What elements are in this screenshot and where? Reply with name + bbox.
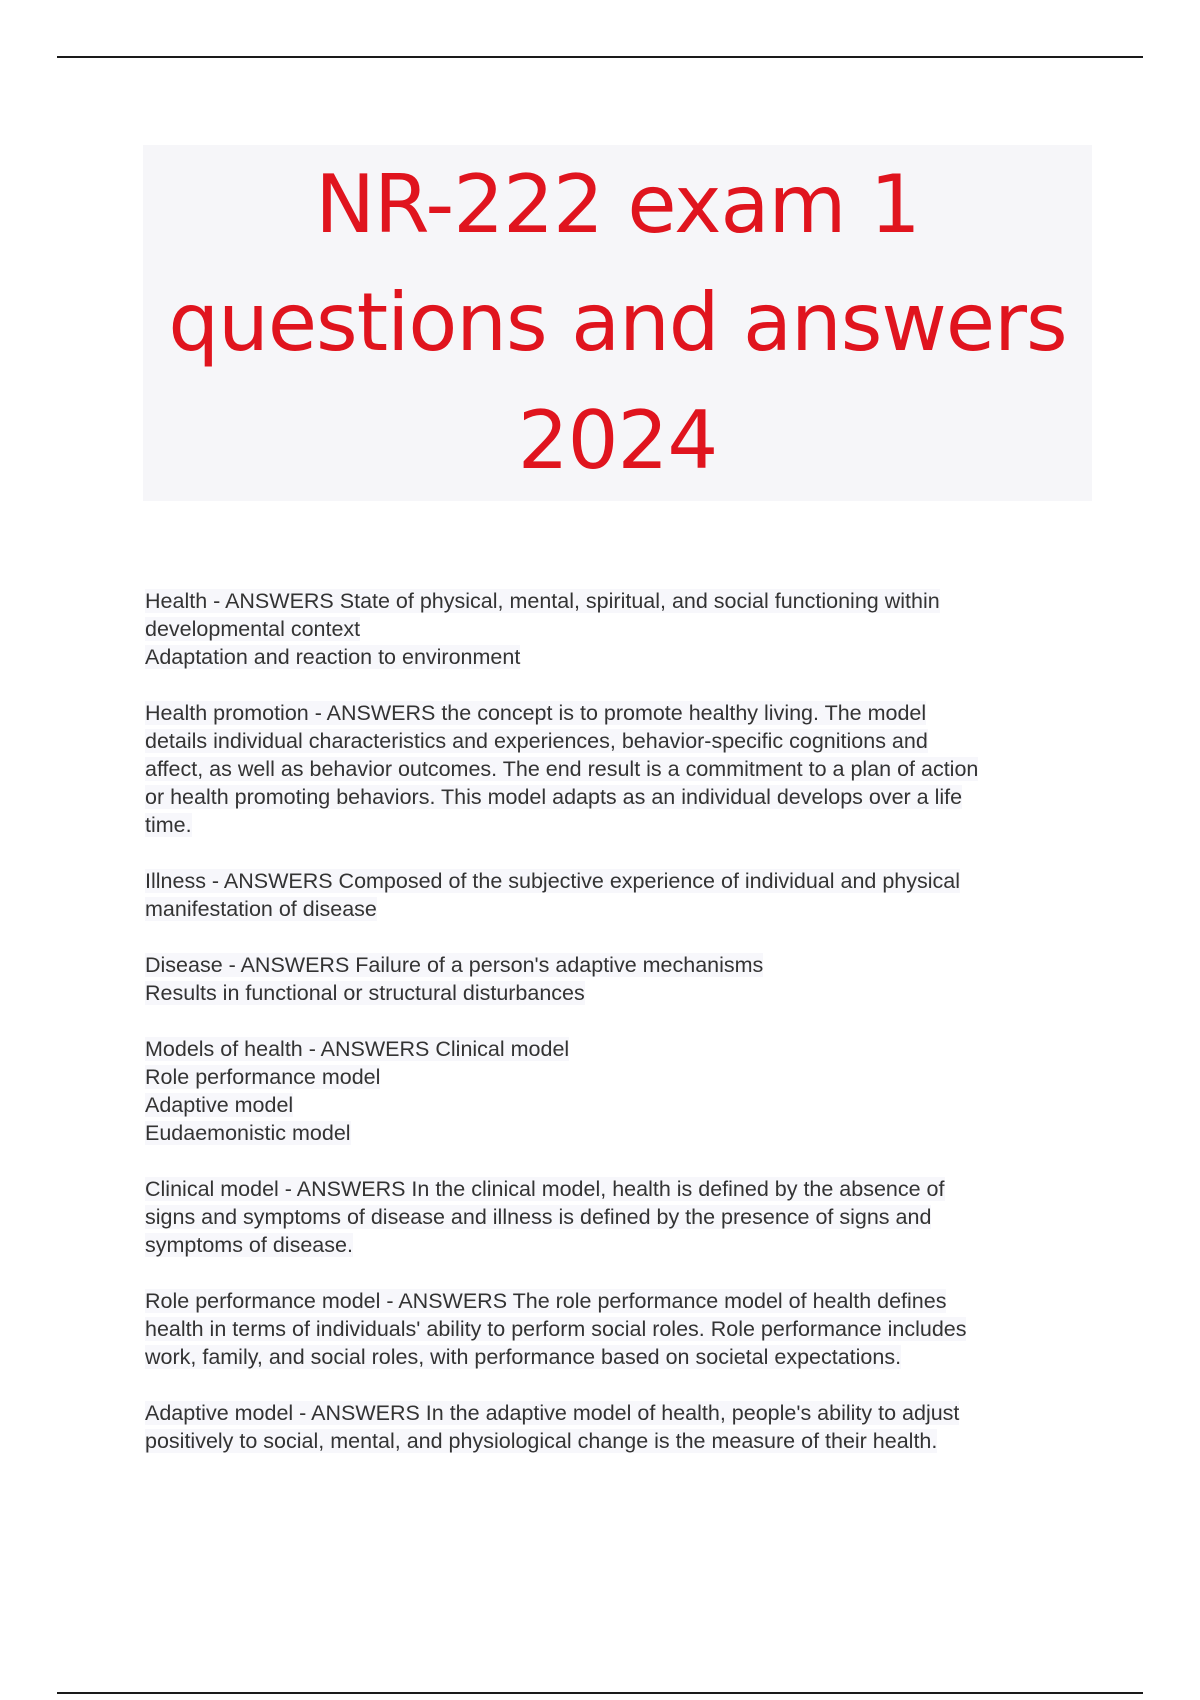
title-line-1: NR-222 exam 1 (315, 158, 920, 251)
entry-line: health in terms of individuals' ability to perform social roles. Role performance includes (145, 1317, 967, 1341)
entry-line: manifestation of disease (145, 897, 377, 921)
qa-content (145, 587, 1095, 1483)
entry-line: time. (145, 813, 192, 837)
title-line-3: 2024 (517, 394, 718, 487)
entry-line: details individual characteristics and experiences, behavior-specific cognitions and (145, 729, 928, 753)
entry-line: symptoms of disease. (145, 1233, 353, 1257)
entry-line: Health promotion - ANSWERS the concept is to promote healthy living. The model (145, 701, 927, 725)
qa-entry-role-performance-model (145, 1287, 1095, 1371)
qa-entry-health (145, 587, 1095, 671)
qa-entry-health-promotion (145, 699, 1095, 839)
title-line-2: questions and answers (168, 276, 1067, 369)
qa-entry-illness (145, 867, 1095, 923)
entry-line: developmental context (145, 617, 361, 641)
entry-line: Adaptation and reaction to environment (145, 645, 521, 669)
qa-entry-models-of-health (145, 1035, 1095, 1147)
entry-line: Eudaemonistic model (145, 1121, 351, 1145)
entry-line: work, family, and social roles, with performance based on societal expectations. (145, 1345, 902, 1369)
footer-rule (57, 1692, 1143, 1694)
entry-line: Illness - ANSWERS Composed of the subjective experience of individual and physical (145, 869, 961, 893)
entry-line: signs and symptoms of disease and illness is defined by the presence of signs and (145, 1205, 932, 1229)
header-rule (57, 56, 1143, 58)
entry-line: Clinical model - ANSWERS In the clinical model, health is defined by the absence of (145, 1177, 945, 1201)
entry-line: positively to social, mental, and physiological change is the measure of their health. (145, 1429, 938, 1453)
entry-line: Role performance model (145, 1065, 381, 1089)
entry-line: affect, as well as behavior outcomes. The end result is a commitment to a plan of action (145, 757, 979, 781)
entry-line: Health - ANSWERS State of physical, mental, spiritual, and social functioning within (145, 589, 940, 613)
entry-line: Results in functional or structural disturbances (145, 981, 585, 1005)
qa-entry-clinical-model (145, 1175, 1095, 1259)
qa-entry-adaptive-model (145, 1399, 1095, 1455)
entry-line: Adaptive model (145, 1093, 294, 1117)
qa-entry-disease (145, 951, 1095, 1007)
entry-line: Disease - ANSWERS Failure of a person's adaptive mechanisms (145, 953, 764, 977)
entry-line: Models of health - ANSWERS Clinical model (145, 1037, 570, 1061)
entry-line: Role performance model - ANSWERS The role performance model of health defines (145, 1289, 947, 1313)
title-banner (143, 145, 1092, 501)
entry-line: or health promoting behaviors. This model adapts as an individual develops over a life (145, 785, 963, 809)
entry-line: Adaptive model - ANSWERS In the adaptive model of health, people's ability to adjust (145, 1401, 960, 1425)
